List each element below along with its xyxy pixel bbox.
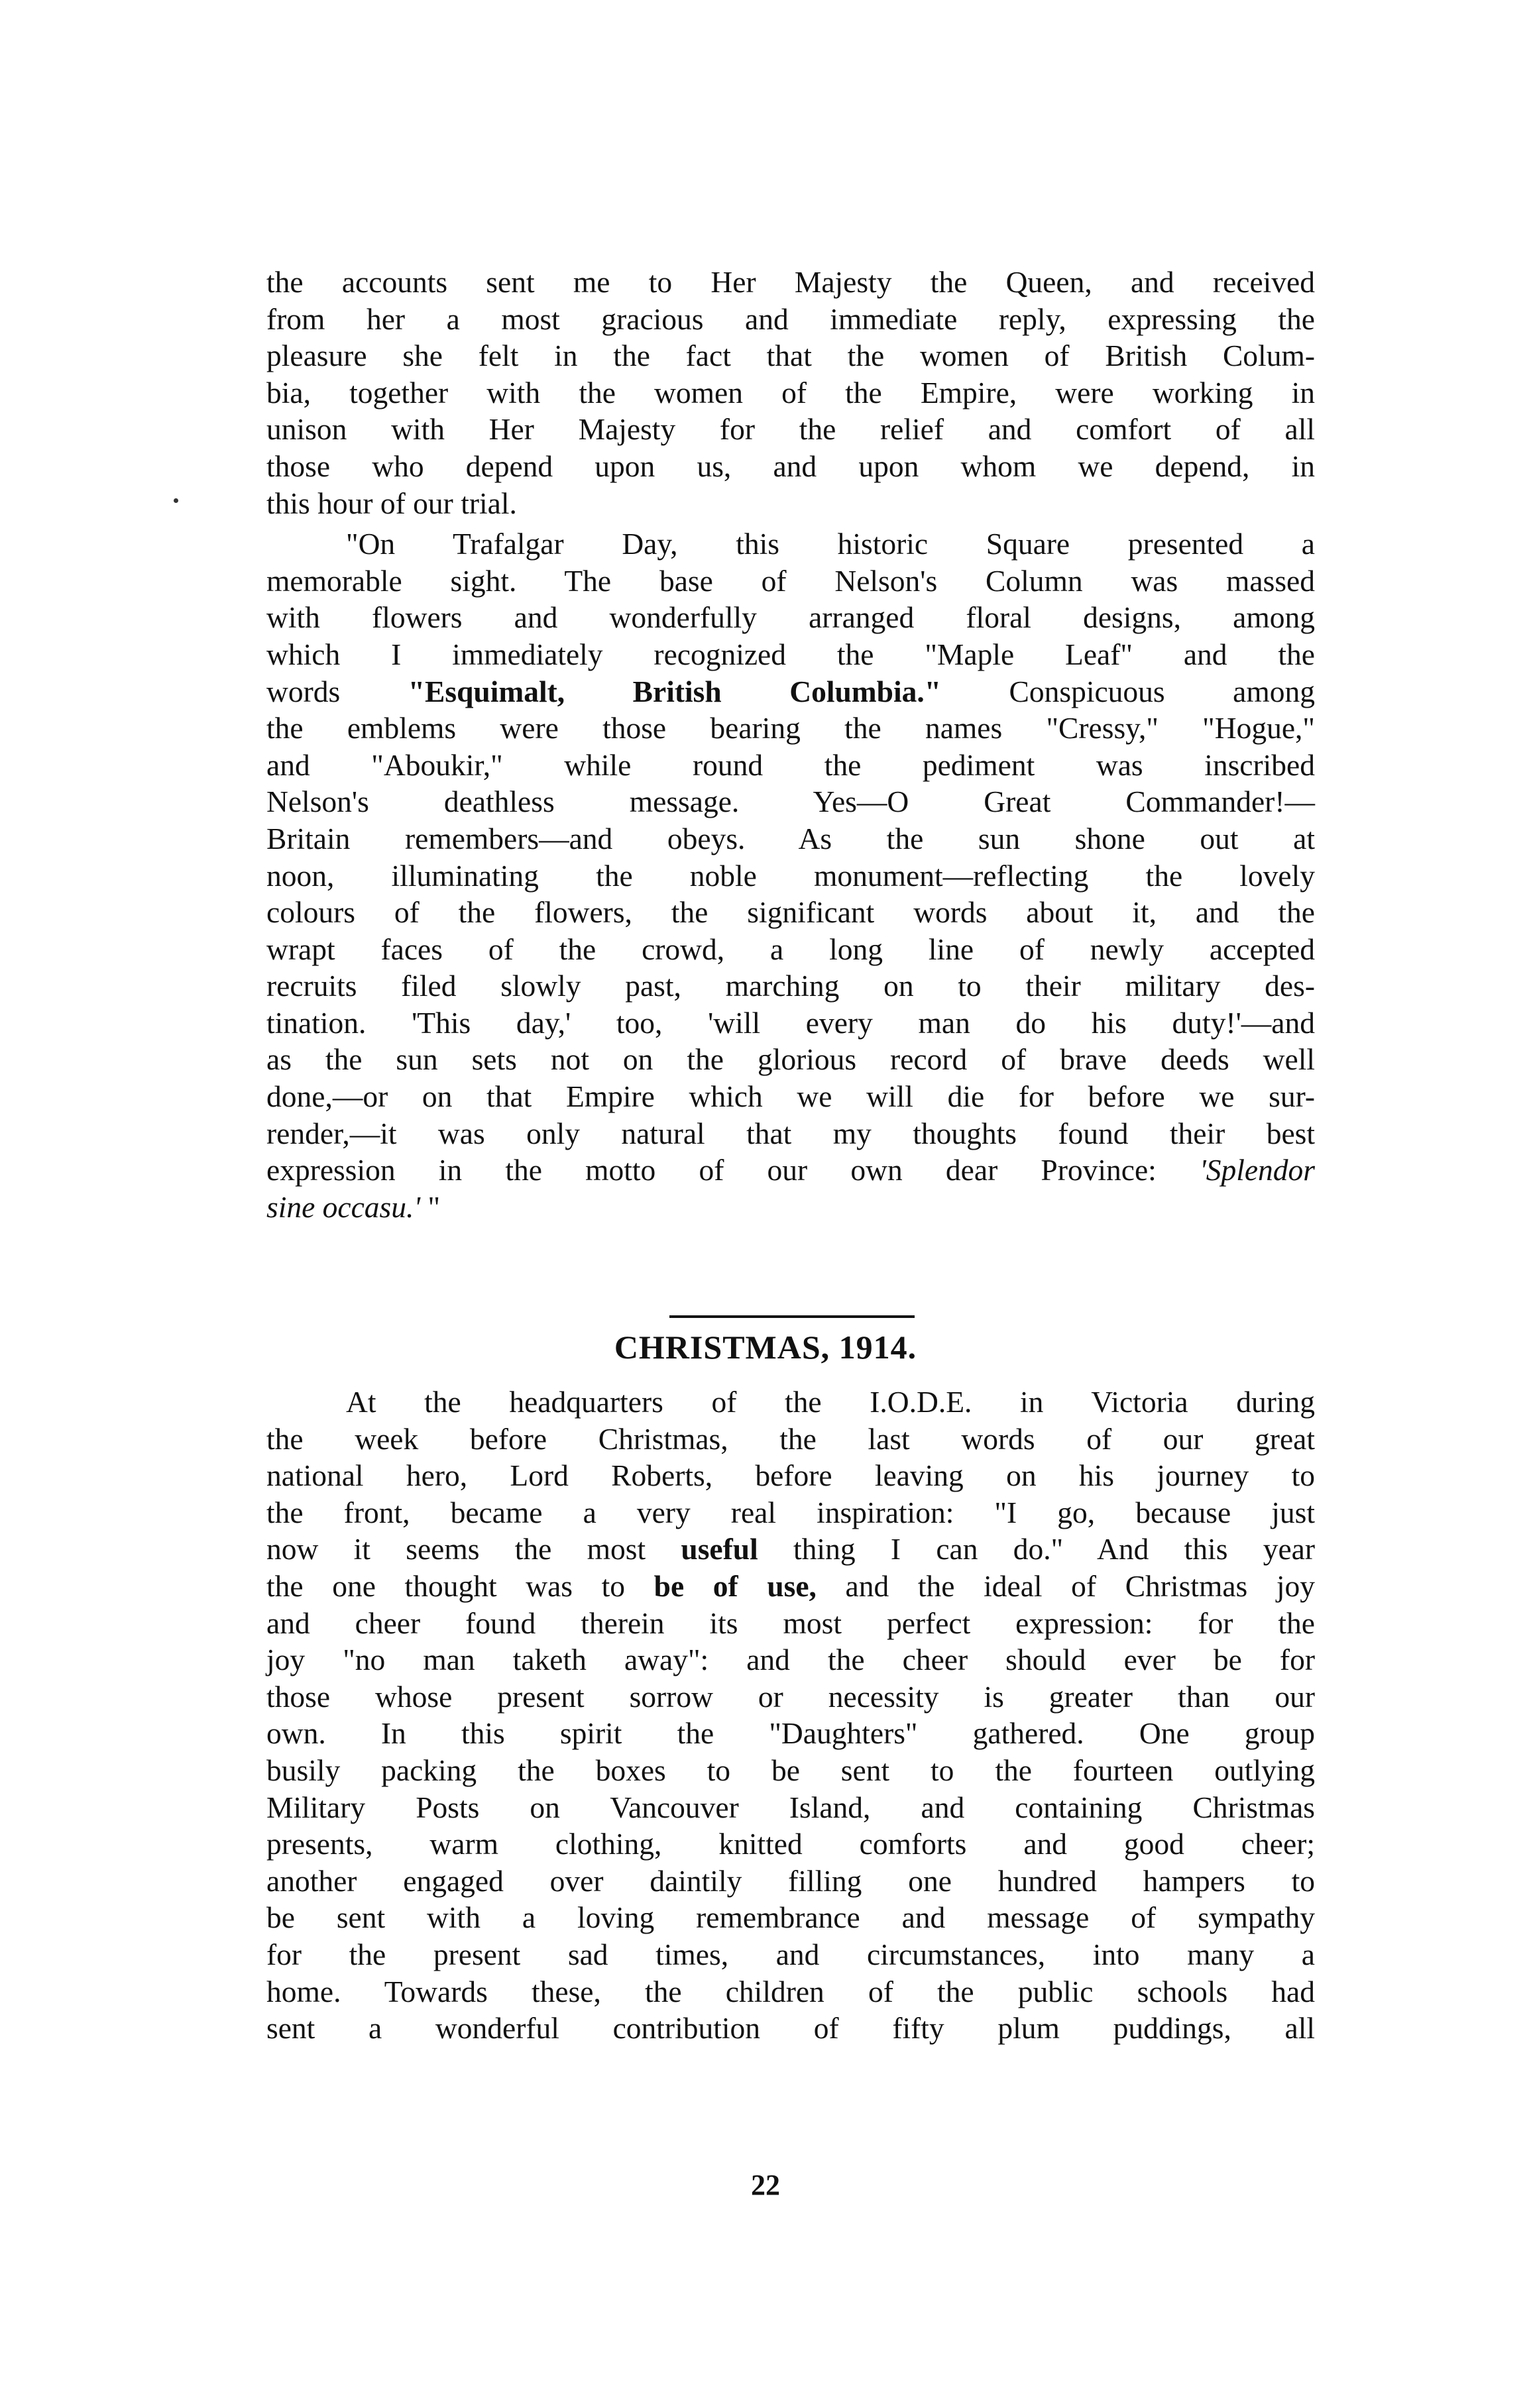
- text-line: [266, 1189, 1315, 1226]
- text-line: as the sun sets not on the glorious record of brave deeds well: [266, 1042, 1315, 1077]
- text-line: the week before Christmas, the last words of our great: [266, 1421, 1315, 1456]
- text-line: home. Towards these, the children of the public schools had: [266, 1974, 1315, 2008]
- text-line: wrapt faces of the crowd, a long line of newly accepted: [266, 932, 1315, 966]
- text-line: sent a wonderful contribution of fifty plum puddings, all: [266, 2011, 1315, 2046]
- text-line: another engaged over daintily filling one hundred hampers to: [266, 1863, 1315, 1898]
- text-run: and the ideal of Christmas joy: [816, 1568, 1316, 1603]
- text-block-top: [266, 264, 1315, 1225]
- text-line: recruits filed slowly past, marching on to their military des-: [266, 969, 1315, 1003]
- bold-phrase: "Esquimalt, British Columbia.": [408, 674, 941, 708]
- text-line: At the headquarters of the I.O.D.E. in Victoria during: [346, 1385, 1315, 1419]
- text-run: Conspicuous among: [941, 674, 1316, 708]
- text-line: colours of the flowers, the significant words about it, and the: [266, 895, 1315, 930]
- text-line: [266, 1568, 1315, 1605]
- text-line: and "Aboukir," while round the pediment was inscribed: [266, 747, 1315, 782]
- text-line: busily packing the boxes to be sent to the fourteen outlying: [266, 1753, 1315, 1787]
- section-divider: [669, 1315, 915, 1318]
- text-run: thing I can do." And this year: [758, 1532, 1315, 1566]
- text-line: and cheer found therein its most perfect expression: for the: [266, 1606, 1315, 1640]
- page-number: 22: [751, 2169, 780, 2201]
- text-line: Nelson's deathless message. Yes—O Great Commander!—: [266, 785, 1315, 819]
- paragraph-queen-reply: [266, 264, 1315, 521]
- bold-word: useful: [681, 1532, 758, 1566]
- text-run: now it seems the most: [266, 1532, 681, 1566]
- text-line: presents, warm clothing, knitted comforts and good cheer;: [266, 1827, 1315, 1861]
- text-block-christmas: [266, 1384, 1315, 2047]
- text-run: expression in the motto of our own dear Province:: [266, 1153, 1200, 1187]
- italic-phrase: sine occasu.': [266, 1189, 421, 1224]
- text-line: noon, illuminating the noble monument—reflecting the lovely: [266, 858, 1315, 893]
- text-line: Military Posts on Vancouver Island, and containing Christmas: [266, 1790, 1315, 1824]
- text-line: own. In this spirit the "Daughters" gathered. One group: [266, 1716, 1315, 1751]
- text-line: Britain remembers—and obeys. As the sun shone out at: [266, 821, 1315, 855]
- text-line: from her a most gracious and immediate reply, expressing the: [266, 301, 1315, 336]
- text-line: [266, 1152, 1315, 1189]
- text-line: [266, 673, 1315, 710]
- text-run: ": [420, 1189, 441, 1224]
- text-line: this hour of our trial.: [266, 486, 517, 520]
- text-line: which I immediately recognized the "Maple Leaf" and the: [266, 637, 1315, 671]
- text-line: [266, 1531, 1315, 1568]
- text-line: be sent with a loving remembrance and message of sympathy: [266, 1900, 1315, 1935]
- text-line: render,—it was only natural that my thoughts found their best: [266, 1116, 1315, 1150]
- text-line: national hero, Lord Roberts, before leaving on his journey to: [266, 1458, 1315, 1493]
- text-run: words: [266, 674, 408, 708]
- text-run: the one thought was to: [266, 1568, 654, 1603]
- text-line: joy "no man taketh away": and the cheer should ever be for: [266, 1643, 1315, 1677]
- bold-phrase: be of use,: [653, 1568, 817, 1603]
- paragraph-christmas: [266, 1384, 1315, 2047]
- text-line: tination. 'This day,' too, 'will every man do his duty!'—and: [266, 1005, 1315, 1040]
- italic-phrase: 'Splendor: [1199, 1153, 1315, 1187]
- text-line: done,—or on that Empire which we will die for before we sur-: [266, 1079, 1315, 1114]
- text-line: the front, became a very real inspiration: "I go, because just: [266, 1495, 1315, 1529]
- text-line: for the present sad times, and circumstances, into many a: [266, 1937, 1315, 1971]
- text-line: with flowers and wonderfully arranged floral designs, among: [266, 600, 1315, 635]
- section-heading: CHRISTMAS, 1914.: [614, 1329, 917, 1366]
- text-line: the accounts sent me to Her Majesty the Queen, and received: [266, 265, 1315, 299]
- text-line: memorable sight. The base of Nelson's Column was massed: [266, 563, 1315, 598]
- text-line: the emblems were those bearing the names "Cressy," "Hogue,": [266, 711, 1315, 745]
- text-line: those whose present sorrow or necessity is greater than our: [266, 1679, 1315, 1714]
- paragraph-trafalgar-day: [266, 525, 1315, 1225]
- text-line: unison with Her Majesty for the relief and comfort of all: [266, 412, 1315, 447]
- text-line: "On Trafalgar Day, this historic Square presented a: [346, 527, 1315, 561]
- text-line: pleasure she felt in the fact that the women of British Colum-: [266, 339, 1315, 373]
- stray-mark: [174, 498, 178, 503]
- text-line: those who depend upon us, and upon whom we depend, in: [266, 449, 1315, 483]
- text-line: bia, together with the women of the Empire, were working in: [266, 375, 1315, 410]
